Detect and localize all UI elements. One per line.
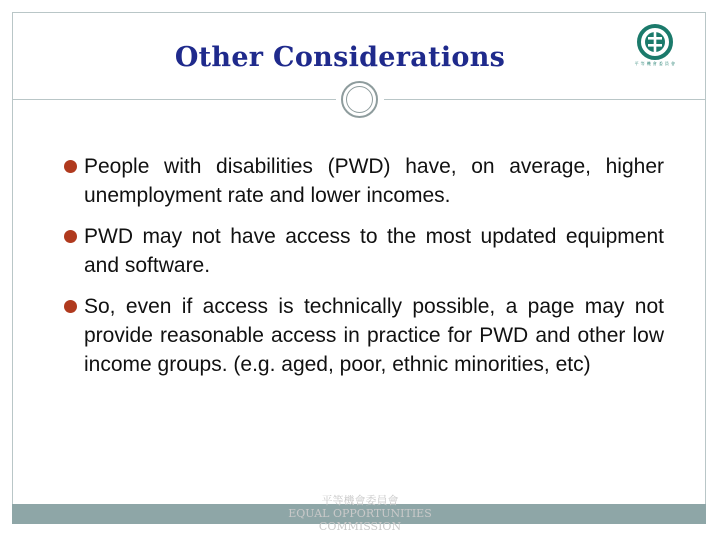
eoc-logo-icon: [630, 24, 680, 62]
footer-org-en-line1: EQUAL OPPORTUNITIES: [288, 507, 432, 520]
bullet-list: [64, 152, 664, 391]
bullet-item: [64, 222, 664, 280]
footer-org-zh: 平等機會委員會: [321, 494, 399, 507]
slide-title: Other Considerations: [174, 42, 506, 73]
divider-ring-ornament: [341, 81, 378, 118]
eoc-logo: [630, 24, 680, 70]
bullet-item: [64, 292, 664, 379]
bullet-dot-icon: [64, 160, 77, 173]
bullet-text: People with disabilities (PWD) have, on average, higher unemployment rate and lower incomes.: [84, 155, 664, 207]
bullet-text: PWD may not have access to the most updated equipment and software.: [84, 225, 664, 277]
bullet-dot-icon: [64, 230, 77, 243]
logo-caption: 平 等 機 會 委 員 會: [634, 61, 676, 66]
bullet-text: So, even if access is technically possible, a page may not provide reasonable access in practice for PWD and other low income groups. (e.g. aged, poor, ethnic minorities, etc): [84, 295, 664, 376]
bullet-item: [64, 152, 664, 210]
footer-organization-name: [280, 494, 440, 533]
title-divider-left: [12, 99, 336, 100]
title-divider-right: [384, 99, 706, 100]
footer-org-en-line2: COMMISSION: [318, 520, 402, 533]
bullet-dot-icon: [64, 300, 77, 313]
